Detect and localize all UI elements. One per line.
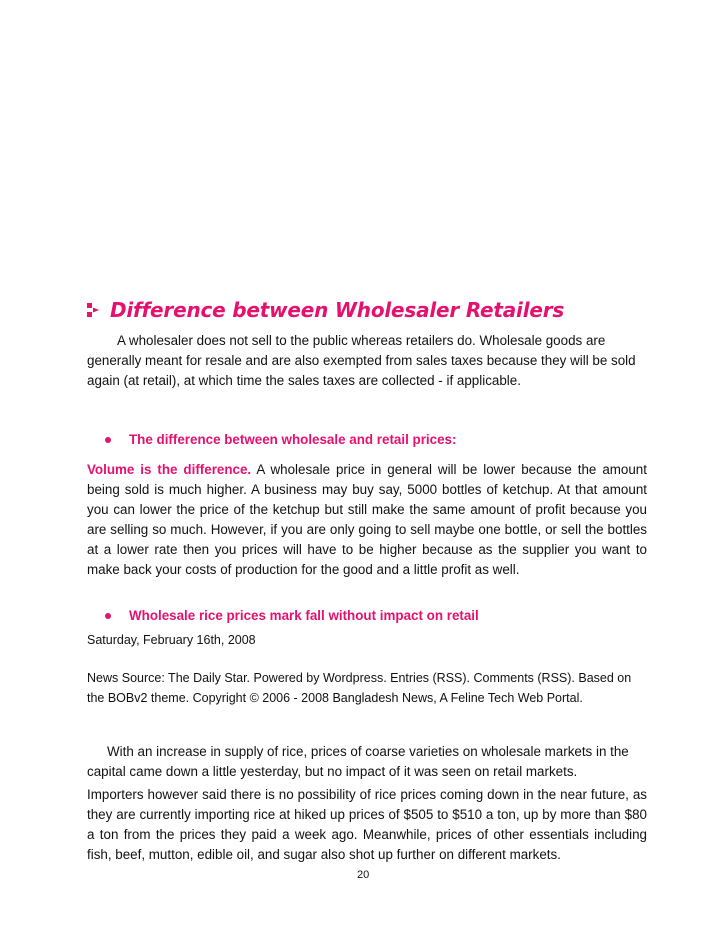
volume-lead: Volume is the difference. <box>87 462 252 477</box>
intro-paragraph: A wholesaler does not sell to the public whereas retailers do. Wholesale goods are generally meant for resale and are also exempted from sales taxes because they will be sold again (at retail), at which time the sales taxes are collected - if applicable. <box>87 333 636 388</box>
page-number: 20 <box>357 869 370 881</box>
bullet-rice-title: Wholesale rice prices mark fall without impact on retail <box>129 608 479 623</box>
rice-paragraph-2: Importers however said there is no possibility of rice prices coming down in the near future, as they are currently importing rice at hiked up prices of $505 to $510 a ton, up by more than $80 a ton from the prices they paid a week ago. Meanwhile, prices of other essentials including fish, beef, mutton, edible oil, and sugar also shot up further on different markets. <box>87 787 647 862</box>
rice-paragraph-1: With an increase in supply of rice, prices of coarse varieties on wholesale markets in the capital came down a little yesterday, but no impact of it was seen on retail markets. <box>87 744 629 779</box>
volume-body: A wholesale price in general will be lower because the amount being sold is much higher. A business may buy say, 5000 bottles of ketchup. At that amount you can lower the price of the ketchup but still make the same amount of profit because you are selling so much. However, if you are only going to sell maybe one bottle, or sell the bottles at a lower rate then you prices will have to be higher because as the supplier you want to make back your costs of production for the good and a little profit as well. <box>87 462 647 577</box>
bullet-prices <box>105 432 456 447</box>
bullet-rice <box>105 608 479 623</box>
volume-paragraph <box>87 460 647 580</box>
bullet-prices-title: The difference between wholesale and retail prices: <box>129 432 457 447</box>
bullet-dot-icon <box>105 437 111 443</box>
section-heading <box>86 298 564 322</box>
news-source: News Source: The Daily Star. Powered by Wordpress. Entries (RSS). Comments (RSS). Based on the BOBv2 theme. Copyright © 2006 - 2008 Bangladesh News, A Feline Tech Web Portal. <box>87 671 632 705</box>
bullet-dot-icon <box>105 613 111 619</box>
article-date: Saturday, February 16th, 2008 <box>87 633 256 647</box>
arrow-bullet-icon <box>86 302 100 318</box>
heading-text: Difference between Wholesaler Retailers <box>110 298 565 322</box>
